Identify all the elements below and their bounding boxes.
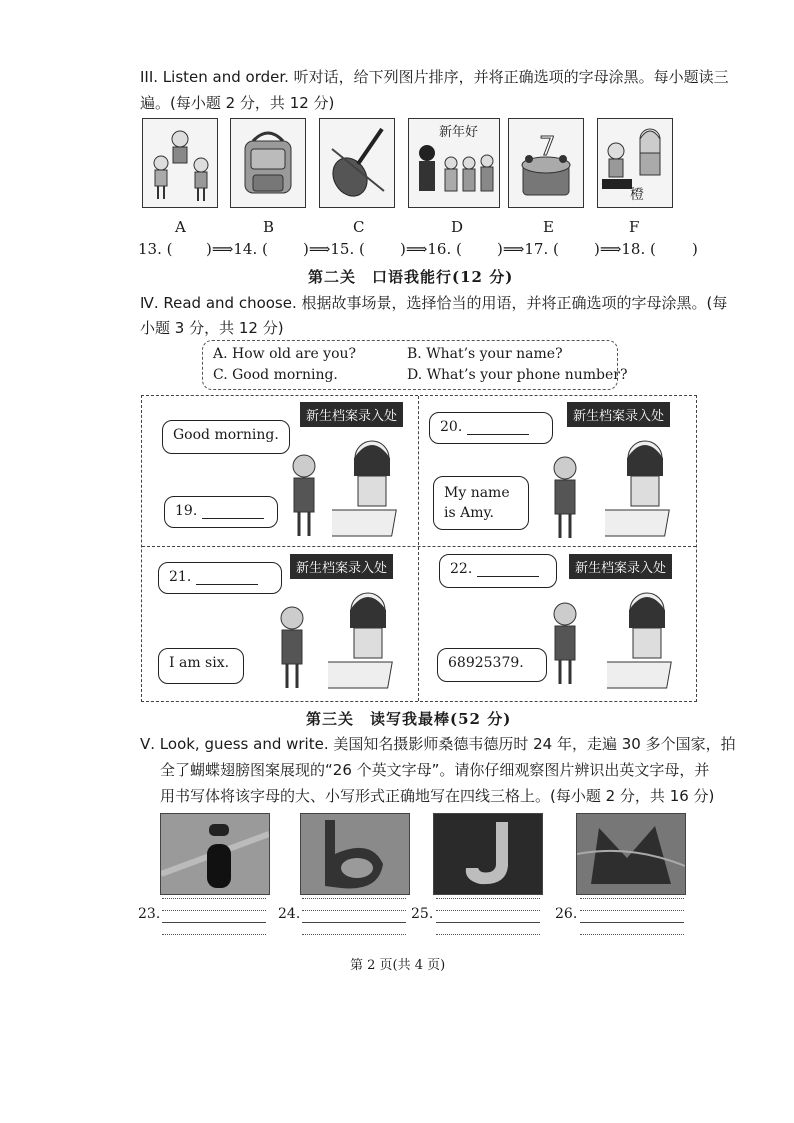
- letter-d: D: [451, 218, 464, 236]
- item-26: 26.: [555, 906, 578, 922]
- scene-panel-4: [419, 548, 696, 700]
- cake-number: 7: [539, 132, 556, 162]
- item-23: 23.: [138, 906, 161, 922]
- order-17: )⟹17. (: [497, 240, 559, 258]
- item-24: 24.: [278, 906, 301, 922]
- scene-panel-2: [419, 396, 696, 548]
- order-end: ): [692, 240, 698, 258]
- option-a: A. How old are you?: [213, 346, 357, 362]
- wing-letter-b-icon: [301, 814, 409, 894]
- speech-bubble: [437, 648, 547, 682]
- wing-letter-m-icon: [577, 814, 685, 894]
- picture-c: [319, 118, 395, 208]
- butterfly-wing-photo-b: [300, 813, 410, 895]
- birthday-cake-icon: [509, 119, 583, 207]
- wing-letter-i-icon: [161, 814, 269, 894]
- speech-bubble: [162, 420, 290, 454]
- butterfly-wing-photo-j: [433, 813, 543, 895]
- picture-d-text: 新年好: [439, 125, 479, 140]
- story-scenes: [141, 395, 697, 702]
- speech-bubble: [433, 476, 529, 530]
- bubble-text: 68925379.: [448, 655, 524, 671]
- scene-panel-1: [142, 396, 419, 548]
- answer-bubble-19: [164, 496, 278, 528]
- teacher-at-desk: [607, 584, 687, 692]
- picture-a: [142, 118, 218, 208]
- blank-number: 21.: [169, 569, 192, 585]
- section-2-title: 第二关 口语我能行(12 分): [308, 268, 514, 286]
- kids-group-icon: [143, 119, 217, 207]
- picture-e: [508, 118, 584, 208]
- letter-b: B: [263, 218, 275, 236]
- wing-letter-j-icon: [434, 814, 542, 894]
- desk-sign: 新生档案录入处: [567, 402, 670, 427]
- item-25: 25.: [411, 906, 434, 922]
- answer-blank[interactable]: [467, 420, 529, 435]
- teacher-at-desk: [605, 432, 685, 540]
- blank-number: 19.: [175, 503, 198, 519]
- teacher-at-desk: [332, 432, 412, 540]
- order-14: )⟹14. (: [206, 240, 268, 258]
- q5-title-cont-1: 全了蝴蝶翅膀图案展现的“26 个英文字母”。请你仔细观察图片辨识出英文字母，并: [160, 761, 710, 779]
- blank-number: 22.: [450, 561, 473, 577]
- letter-e: E: [543, 218, 554, 236]
- letter-f: F: [629, 218, 640, 236]
- bubble-text: I am six.: [169, 655, 230, 671]
- piano-orange-icon: [598, 119, 672, 207]
- q3-title: III. Listen and order. 听对话，给下列图片排序，并将正确选项的字母涂黑。每小题读三: [140, 68, 729, 86]
- answer-bubble-21: [158, 562, 282, 594]
- option-d: D. What’s your phone number?: [407, 367, 628, 383]
- butterfly-wing-photo-i: [160, 813, 270, 895]
- letter-c: C: [353, 218, 365, 236]
- q3-title-cont: 遍。(每小题 2 分，共 12 分): [140, 94, 335, 112]
- desk-sign: 新生档案录入处: [300, 402, 403, 427]
- order-18: )⟹18. (: [594, 240, 656, 258]
- student-figure: [545, 600, 585, 690]
- options-box: [202, 340, 628, 390]
- schoolbag-icon: [231, 119, 305, 207]
- writing-lines-23[interactable]: [162, 898, 266, 936]
- writing-lines-26[interactable]: [580, 898, 684, 936]
- desk-sign: 新生档案录入处: [569, 554, 672, 579]
- writing-lines-25[interactable]: [436, 898, 540, 936]
- desk-sign: 新生档案录入处: [290, 554, 393, 579]
- picture-f: [597, 118, 673, 208]
- answer-blank[interactable]: [202, 504, 264, 519]
- answer-bubble-22: [439, 554, 557, 588]
- q4-title: Ⅳ. Read and choose. 根据故事场景，选择恰当的用语，并将正确选项的字母涂黑。(每: [140, 294, 728, 312]
- answer-blank[interactable]: [196, 570, 258, 585]
- violin-icon: [320, 119, 394, 207]
- answer-bubble-20: [429, 412, 553, 444]
- speech-bubble: [158, 648, 244, 684]
- writing-lines-24[interactable]: [302, 898, 406, 936]
- letter-a: A: [175, 218, 186, 236]
- bubble-text: Good morning.: [173, 427, 279, 443]
- q5-title: Ⅴ. Look, guess and write. 美国知名摄影师桑德韦德历时 24 年，走遍 30 多个国家，拍: [140, 735, 736, 753]
- student-figure: [284, 452, 324, 542]
- blank-number: 20.: [440, 419, 463, 435]
- section-3-title: 第三关 读写我最棒(52 分): [306, 710, 512, 728]
- page-footer: 第 2 页(共 4 页): [350, 958, 446, 973]
- order-13: 13. (: [138, 240, 173, 258]
- order-15: )⟹15. (: [303, 240, 365, 258]
- picture-d: [408, 118, 500, 208]
- q5-title-cont-2: 用书写体将该字母的大、小写形式正确地写在四线三格上。(每小题 2 分，共 16 分): [160, 787, 715, 805]
- student-figure: [272, 604, 312, 694]
- butterfly-wing-photo-m: [576, 813, 686, 895]
- orange-text: 橙: [630, 187, 644, 203]
- bubble-text: My name is Amy.: [444, 485, 510, 521]
- order-16: )⟹16. (: [400, 240, 462, 258]
- student-figure: [545, 454, 585, 544]
- option-b: B. What’s your name?: [407, 346, 563, 362]
- q4-title-cont: 小题 3 分，共 12 分): [140, 319, 284, 337]
- scene-panel-3: [142, 548, 419, 700]
- picture-b: [230, 118, 306, 208]
- teacher-at-desk: [328, 584, 408, 692]
- option-c: C. Good morning.: [213, 367, 338, 383]
- answer-blank[interactable]: [477, 562, 539, 577]
